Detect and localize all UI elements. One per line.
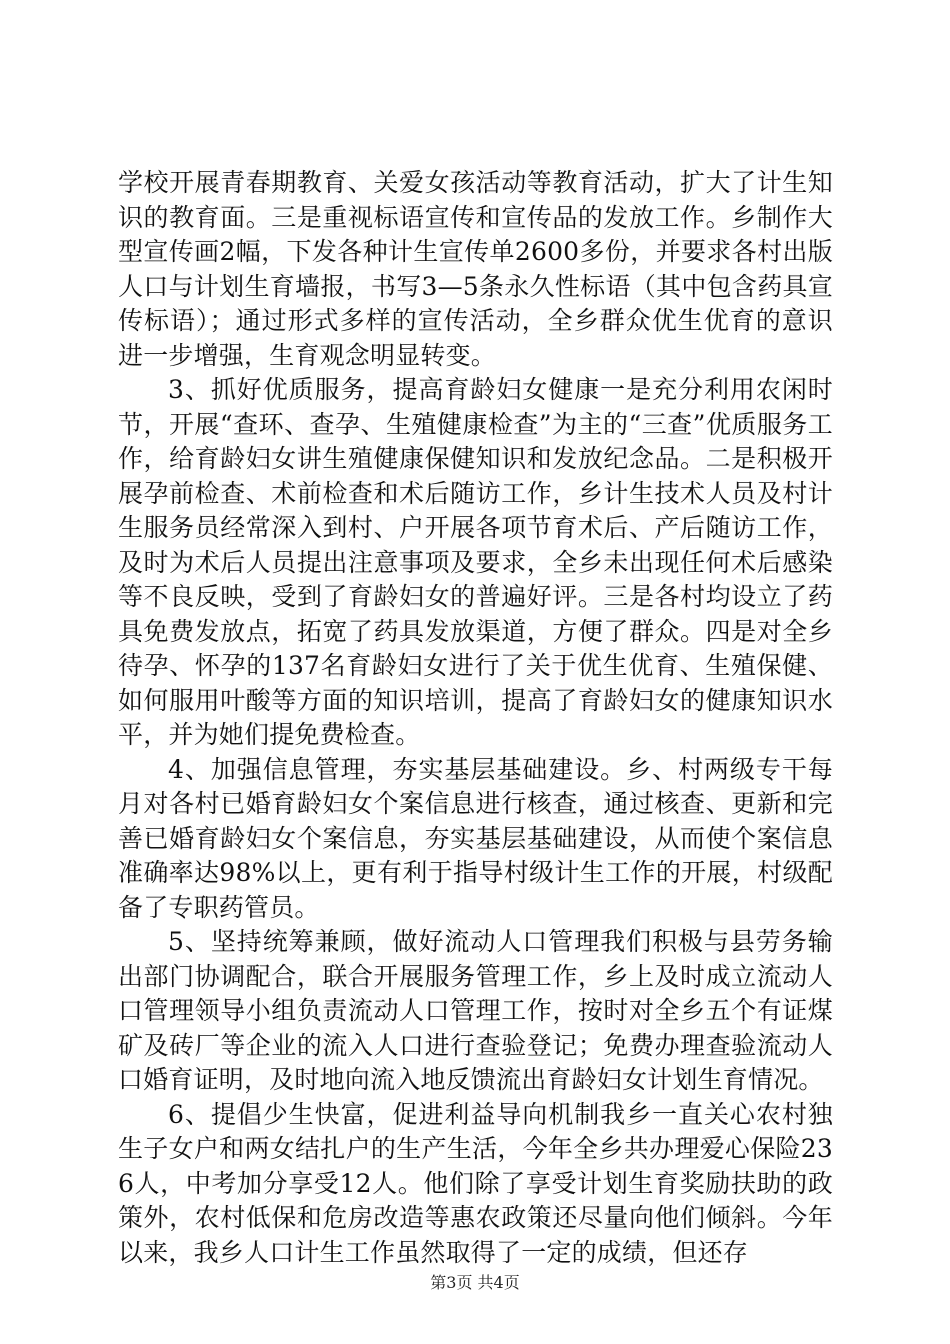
paragraph-4: 5、坚持统筹兼顾，做好流动人口管理我们积极与县劳务输出部门协调配合，联合开展服务管理工作，乡上及时成立流动人口管理领导小组负责流动人口管理工作，按时对全乡五个有证煤矿及砖厂等企业的流入人口进行查验登记；免费办理查验流动人口婚育证明，及时地向流入地反馈流出育龄妇女计划生育情况。 [118, 927, 833, 1094]
page-footer: 第3页 共4页 [430, 1273, 520, 1292]
paragraph-5: 6、提倡少生快富，促进利益导向机制我乡一直关心农村独生子女户和两女结扎户的生产生活，今年全乡共办理爱心保险236人，中考加分享受12人。他们除了享受计划生育奖励扶助的政策外，农村低保和危房改造等惠农政策还尽量向他们倾斜。今年以来，我乡人口计生工作虽然取得了一定的成绩，但还存 [118, 1099, 833, 1267]
paragraph-3: 4、加强信息管理，夯实基层基础建设。乡、村两级专干每月对各村已婚育龄妇女个案信息进行核查，通过核查、更新和完善已婚育龄妇女个案信息，夯实基层基础建设，从而使个案信息准确率达98%以上，更有利于指导村级计生工作的开展，村级配备了专职药管员。 [118, 754, 833, 922]
paragraph-2: 3、抓好优质服务，提高育龄妇女健康一是充分利用农闲时节，开展“查环、查孕、生殖健康检查”为主的“三查”优质服务工作，给育龄妇女讲生殖健康保健知识和发放纪念品。二是积极开展孕前检查、术前检查和术后随访工作，乡计生技术人员及村计生服务员经常深入到村、户开展各项节育术后、产后随访工作，及时为术后人员提出注意事项及要求，全乡未出现任何术后感染等不良反映，受到了育龄妇女的普遍好评。三是各村均设立了药具免费发放点，拓宽了药具发放渠道，方便了群众。四是对全乡待孕、怀孕的137名育龄妇女进行了关于优生优育、生殖保健、如何服用叶酸等方面的知识培训，提高了育龄妇女的健康知识水平，并为她们提免费检查。 [118, 375, 833, 749]
document-body [118, 166, 833, 1270]
paragraph-1: 学校开展青春期教育、关爱女孩活动等教育活动，扩大了计生知识的教育面。三是重视标语宣传和宣传品的发放工作。乡制作大型宣传画2幅，下发各种计生宣传单2600多份，并要求各村出版人口与计划生育墙报，书写3—5条永久性标语（其中包含药具宣传标语）；通过形式多样的宣传活动，全乡群众优生优育的意识进一步增强，生育观念明显转变。 [118, 168, 833, 370]
